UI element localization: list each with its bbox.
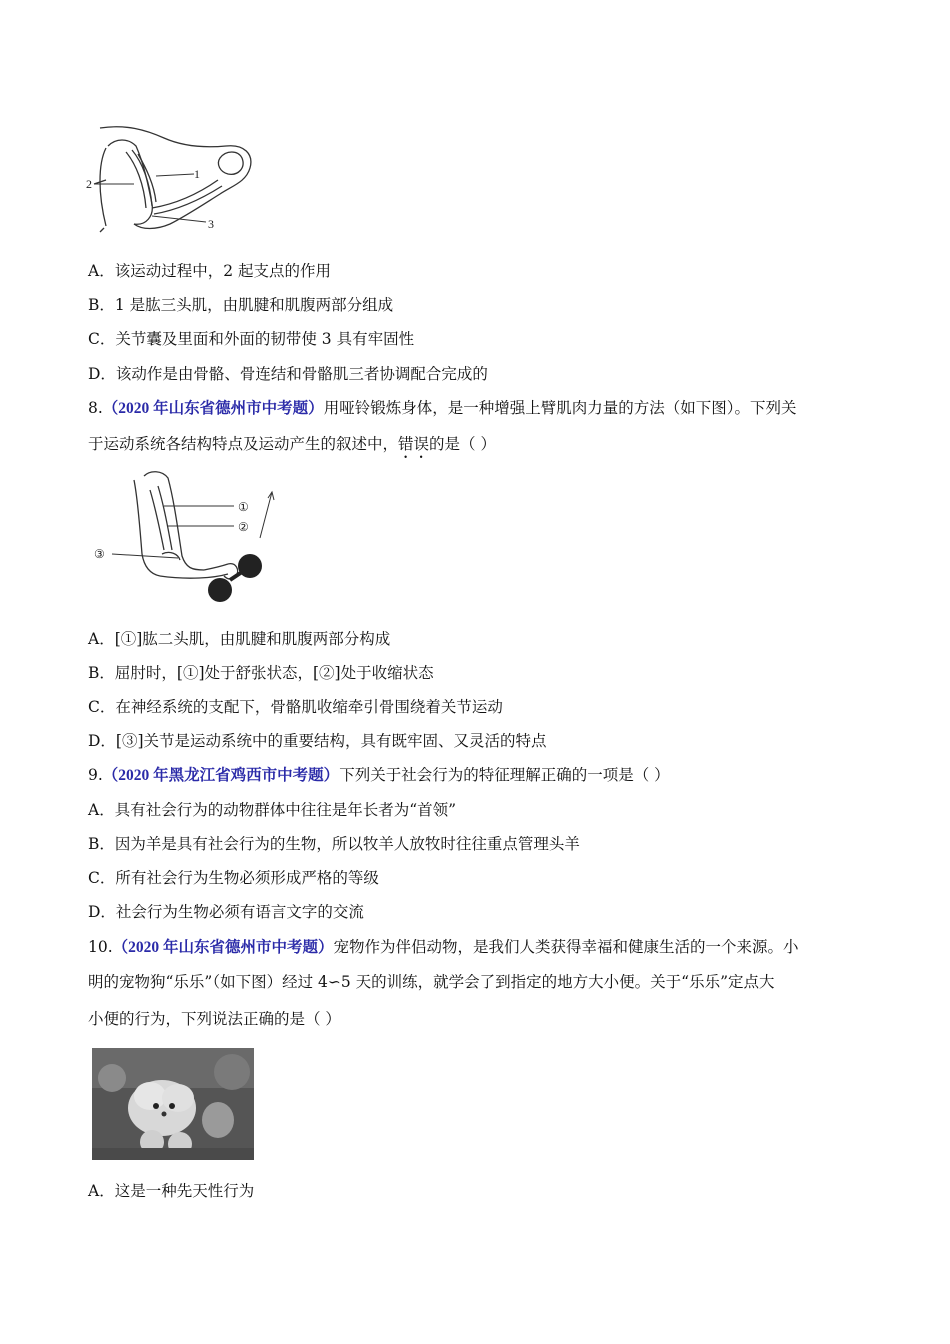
q7-option-c: C．关节囊及里面和外面的韧带使 3 具有牢固性 [88,330,415,348]
dumbbell-label-3: ③ [94,547,105,561]
q8-stem-post: 的是（ ） [429,435,496,453]
q9-source: （2020 年黑龙江省鸡西市中考题） [102,767,340,784]
arm-diagram-figure [86,124,256,234]
arm-label-1: 1 [194,167,200,181]
q7-option-a: A．该运动过程中，2 起支点的作用 [88,262,331,280]
q8-option-a: A．[①]肱二头肌，由肌腱和肌腹两部分构成 [88,630,391,648]
q10-stem-line1 [88,937,799,958]
q9-option-a: A．具有社会行为的动物群体中往往是年长者为“首领” [88,801,457,819]
q8-stem-emphasis: 错误 [398,435,430,453]
q8-stem-pre: 于运动系统各结构特点及运动产生的叙述中， [88,435,399,453]
q10-number: 10. [88,938,113,956]
q10-option-a: A．这是一种先天性行为 [88,1182,255,1200]
q8-option-d: D．[③]关节是运动系统中的重要结构，具有既牢固、又灵活的特点 [88,732,547,750]
dumbbell-label-1: ① [238,500,249,514]
q9-option-d: D．社会行为生物必须有语言文字的交流 [88,903,364,921]
q10-source: （2020 年山东省德州市中考题） [112,939,334,956]
q8-number: 8. [88,399,103,417]
q10-stem-line3: 小便的行为，下列说法正确的是（ ） [88,1010,341,1028]
q8-option-b: B．屈肘时，[①]处于舒张状态，[②]处于收缩状态 [88,664,434,682]
q9-option-b: B．因为羊是具有社会行为的生物，所以牧羊人放牧时往往重点管理头羊 [88,835,580,853]
dog-photo [92,1048,254,1160]
q9-option-c: C．所有社会行为生物必须形成严格的等级 [88,869,379,887]
q8-stem-line1 [88,398,796,419]
arm-label-2: 2 [86,177,92,191]
q10-stem-text: 宠物作为伴侣动物，是我们人类获得幸福和健康生活的一个来源。小 [333,938,799,956]
q8-stem-line2 [88,434,496,462]
q7-option-d: D．该动作是由骨骼、骨连结和骨骼肌三者协调配合完成的 [88,365,488,383]
q9-number: 9. [88,766,103,784]
q8-stem-text: 用哑铃锻炼身体，是一种增强上臂肌肉力量的方法（如下图）。下列关 [323,399,797,417]
q10-stem-line2: 明的宠物狗“乐乐”（如下图）经过 4∽5 天的训练，就学会了到指定的地方大小便。关于“乐乐”定点大 [88,973,775,991]
q8-source: （2020 年山东省德州市中考题） [102,400,324,417]
q9-stem-text: 下列关于社会行为的特征理解正确的一项是（ ） [339,766,670,784]
dumbbell-arm-figure [88,470,288,610]
q8-option-c: C．在神经系统的支配下，骨骼肌收缩牵引骨围绕着关节运动 [88,698,503,716]
q7-option-b: B．1 是肱三头肌，由肌腱和肌腹两部分组成 [88,296,394,314]
arm-label-3: 3 [208,217,214,231]
q9-stem [88,765,670,786]
dumbbell-label-2: ② [238,520,249,534]
